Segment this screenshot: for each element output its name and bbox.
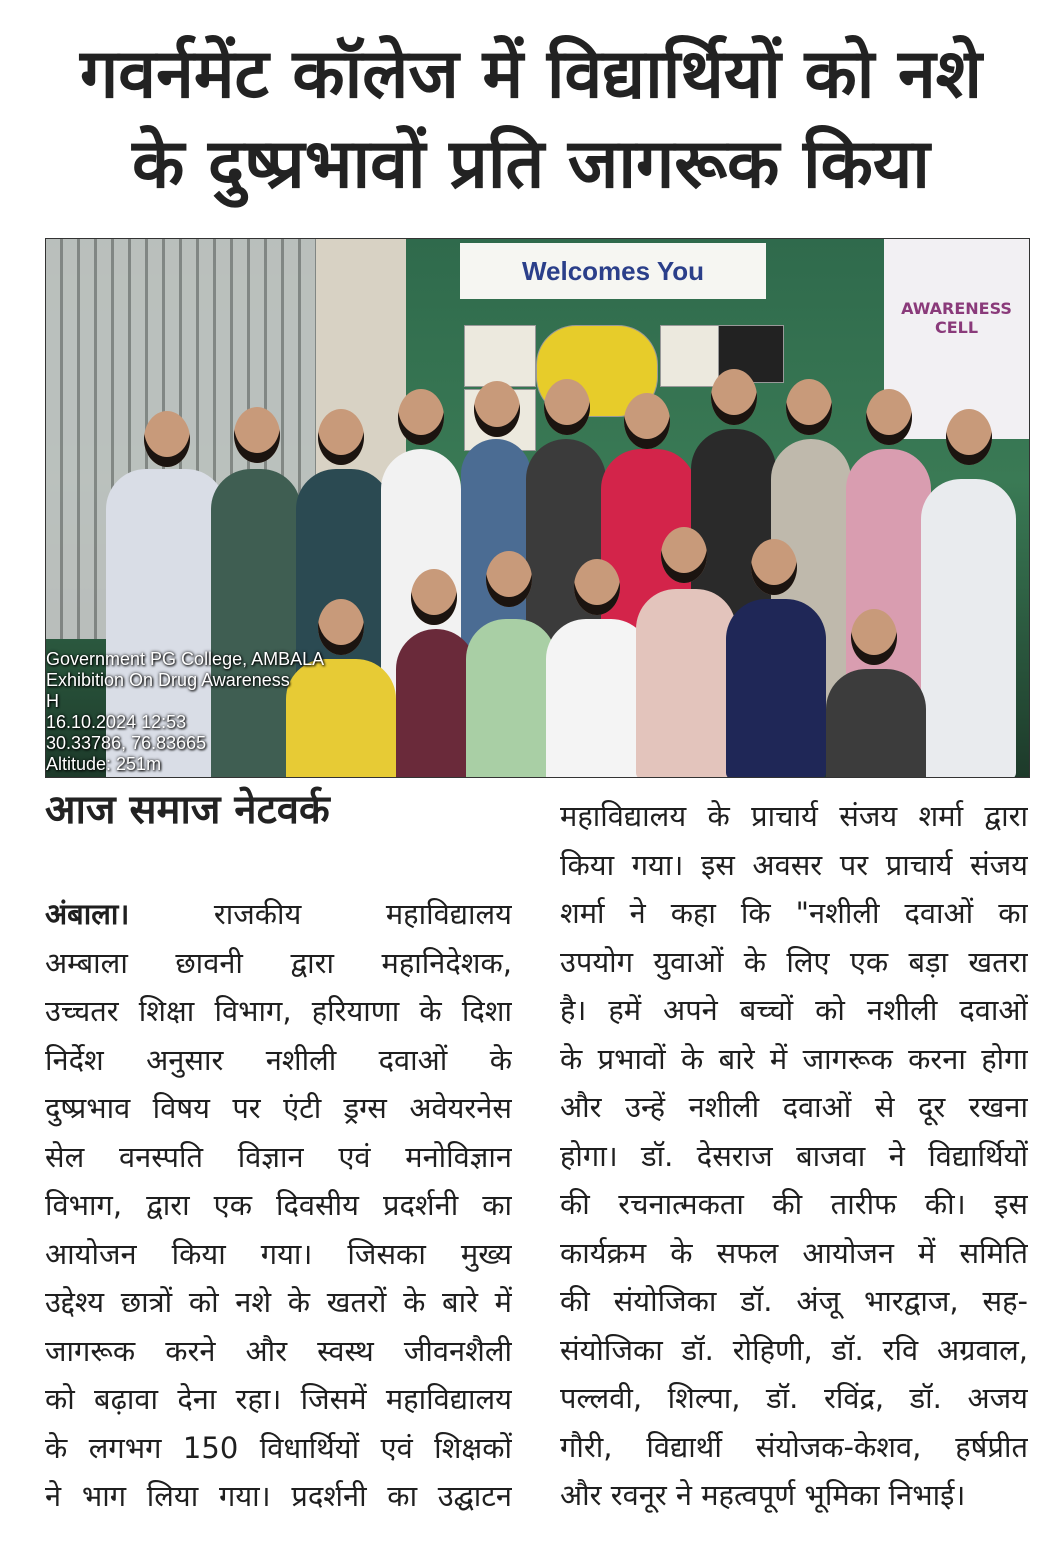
overlay-datetime: 16.10.2024 12:53	[46, 712, 187, 732]
overlay-event: Exhibition On Drug Awareness	[46, 670, 290, 690]
photo-person	[466, 619, 556, 778]
dateline: अंबाला।	[45, 897, 130, 931]
photo-person-head	[851, 609, 897, 665]
overlay-code: H	[46, 691, 59, 711]
photo-welcome-banner: Welcomes You	[460, 243, 766, 299]
article-line: संयोजिका डॉ. रोहिणी, डॉ. रवि अग्रवाल,	[560, 1332, 1028, 1367]
article-line: निर्देश अनुसार नशीली दवाओं के	[45, 1042, 512, 1077]
article-line: आयोजन किया गया। जिसका मुख्य	[45, 1236, 512, 1271]
article-line	[45, 890, 512, 939]
article-line: ने भाग लिया गया। प्रदर्शनी का उद्घाटन	[45, 1479, 512, 1513]
article-line: के प्रभावों के बारे में जागरूक करना होगा	[560, 1041, 1028, 1076]
article-column-right	[560, 792, 1028, 1520]
overlay-college: Government PG College, AMBALA	[46, 649, 325, 669]
photo-awareness-sign: AWARENESS CELL	[884, 239, 1029, 439]
photo-person-head	[544, 379, 590, 435]
photo-person-head	[661, 527, 707, 583]
article-line: किया गया। इस अवसर पर प्राचार्य संजय	[560, 847, 1028, 882]
article-line: शर्मा ने कहा कि "नशीली दवाओं का	[560, 896, 1028, 930]
article-line-text: राजकीय महाविद्यालय	[213, 897, 512, 931]
photo-person-head	[411, 569, 457, 625]
photo-person	[636, 589, 736, 778]
headline-line-1: गवर्नमेंट कॉलेज में विद्यार्थियों को नशे	[79, 35, 982, 114]
photo-person-head	[574, 559, 620, 615]
photo-person-head	[866, 389, 912, 445]
article-line: सेल वनस्पति विज्ञान एवं मनोविज्ञान	[45, 1139, 512, 1174]
article-line: के लगभग 150 विधार्थियों एवं शिक्षकों	[45, 1430, 512, 1465]
photo-person	[921, 479, 1016, 778]
article-line: को बढ़ावा देना रहा। जिसमें महाविद्यालय	[45, 1382, 512, 1416]
headline	[20, 30, 1042, 210]
article-line: की संयोजिका डॉ. अंजू भारद्वाज, सह-	[560, 1284, 1028, 1318]
photo-person-head	[474, 381, 520, 437]
article-line: जागरूक करने और स्वस्थ जीवनशैली	[45, 1333, 512, 1368]
article-line: उच्चतर शिक्षा विभाग, हरियाणा के दिशा	[45, 994, 512, 1028]
photo-person-head	[486, 551, 532, 607]
photo-person	[726, 599, 826, 778]
article-line: उद्देश्य छात्रों को नशे के खतरों के बारे में	[45, 1285, 512, 1319]
overlay-coordinates: 30.33786, 76.83665	[46, 733, 207, 753]
photo-person-head	[144, 411, 190, 467]
photo-person-head	[711, 369, 757, 425]
article-line: अम्बाला छावनी द्वारा महानिदेशक,	[45, 945, 512, 980]
article-line: दुष्प्रभाव विषय पर एंटी ड्रग्स अवेयरनेस	[45, 1091, 512, 1125]
photo-person-head	[624, 393, 670, 449]
article-line: की रचनात्मकता की तारीफ की। इस	[560, 1187, 1028, 1221]
article-line: और रवनूर ने महत्वपूर्ण भूमिका निभाई।	[560, 1478, 966, 1512]
article-line: होगा। डॉ. देसराज बाजवा ने विद्यार्थियों	[560, 1138, 1028, 1173]
article-line: पल्लवी, शिल्पा, डॉ. रविंद्र, डॉ. अजय	[560, 1381, 1028, 1415]
article-line: महाविद्यालय के प्राचार्य संजय शर्मा द्वारा	[560, 799, 1028, 833]
photo-person-head	[318, 599, 364, 655]
photo-geotag-overlay	[46, 649, 324, 775]
article-column-left	[45, 890, 512, 1521]
news-photo	[45, 238, 1030, 778]
photo-person-head	[946, 409, 992, 465]
photo-person	[396, 629, 476, 778]
photo-person	[826, 669, 926, 778]
overlay-altitude: Altitude: 251m	[46, 754, 162, 774]
photo-person-head	[751, 539, 797, 595]
photo-person-head	[398, 389, 444, 445]
article-line: कार्यक्रम के सफल आयोजन में समिति	[560, 1235, 1028, 1270]
article-line: और उन्हें नशीली दवाओं से दूर रखना	[560, 1090, 1028, 1124]
article-line: विभाग, द्वारा एक दिवसीय प्रदर्शनी का	[45, 1188, 512, 1222]
byline: आज समाज नेटवर्क	[45, 787, 330, 833]
photo-person-head	[318, 409, 364, 465]
article-line: है। हमें अपने बच्चों को नशीली दवाओं	[560, 993, 1028, 1027]
photo-person-head	[234, 407, 280, 463]
photo-person-head	[786, 379, 832, 435]
headline-line-2: के दुष्प्रभावों प्रति जागरूक किया	[132, 125, 930, 204]
article-line: उपयोग युवाओं के लिए एक बड़ा खतरा	[560, 944, 1028, 979]
article-line: गौरी, विद्यार्थी संयोजक-केशव, हर्षप्रीत	[560, 1429, 1028, 1464]
